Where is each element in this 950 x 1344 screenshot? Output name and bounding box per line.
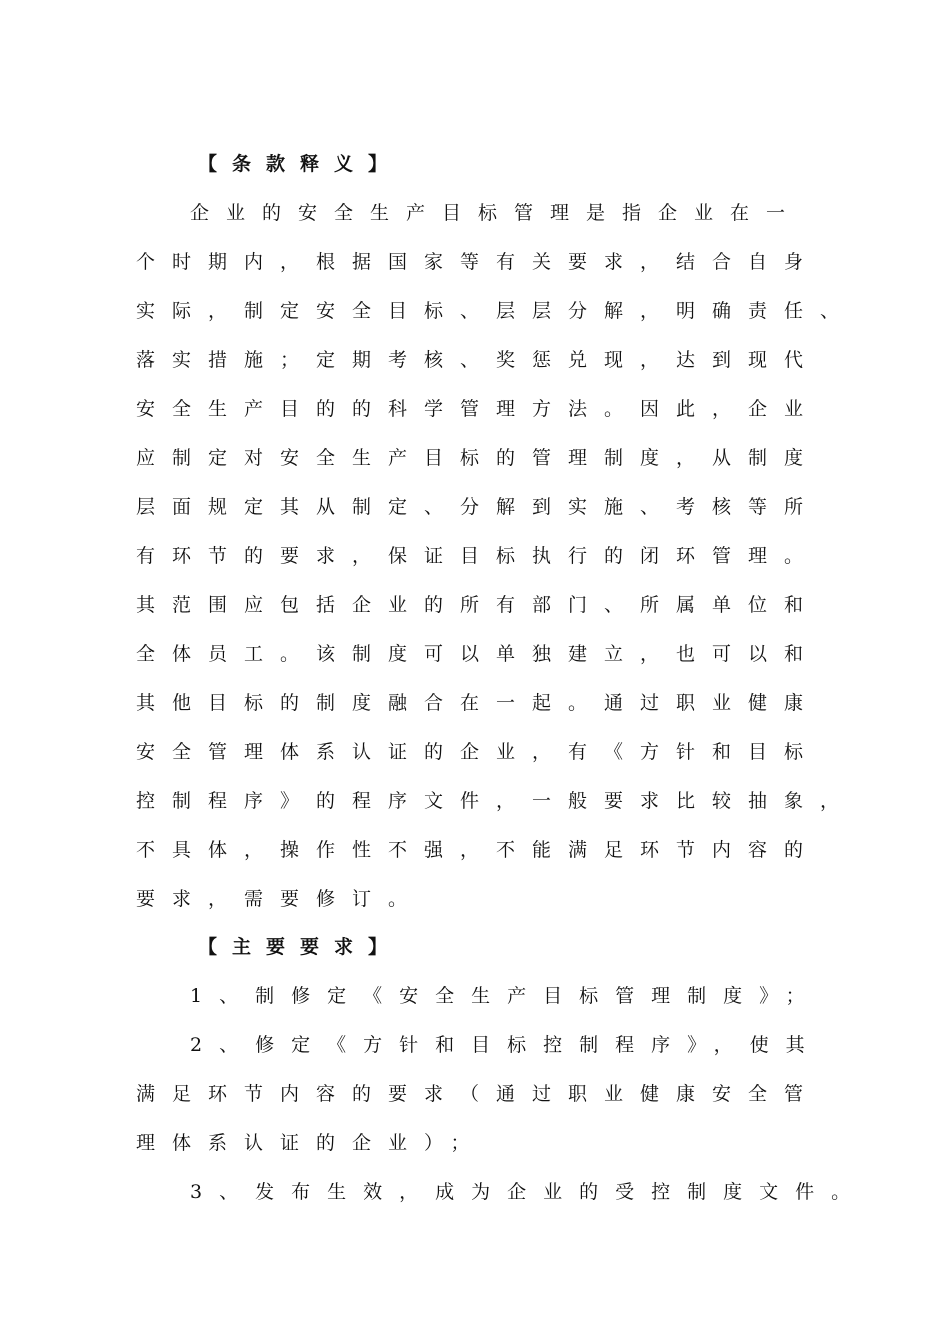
body-line: 层面规定其从制定、分解到实施、考核等所 bbox=[136, 496, 821, 518]
body-line: 不具体，操作性不强，不能满足环节内容的 bbox=[136, 839, 821, 861]
section-heading-main-requirements: 【主要要求】 bbox=[198, 936, 403, 958]
body-line: 控制程序》的程序文件，一般要求比较抽象， bbox=[136, 790, 857, 812]
body-line: 全体员工。该制度可以单独建立，也可以和 bbox=[136, 643, 821, 665]
body-line: 有环节的要求，保证目标执行的闭环管理。 bbox=[136, 545, 821, 567]
requirement-item: 3、发布生效，成为企业的受控制度文件。 bbox=[190, 1181, 868, 1203]
requirement-item: 1、制修定《安全生产目标管理制度》； bbox=[190, 985, 822, 1007]
requirement-item-continued: 理体系认证的企业）； bbox=[136, 1132, 487, 1154]
body-line: 应制定对安全生产目标的管理制度，从制度 bbox=[136, 447, 821, 469]
body-line: 其范围应包括企业的所有部门、所属单位和 bbox=[136, 594, 821, 616]
body-line: 其他目标的制度融合在一起。通过职业健康 bbox=[136, 692, 821, 714]
body-line: 安全管理体系认证的企业，有《方针和目标 bbox=[136, 741, 821, 763]
body-line: 安全生产目的的科学管理方法。因此，企业 bbox=[136, 398, 821, 420]
body-line: 企业的安全生产目标管理是指企业在一 bbox=[190, 202, 803, 224]
body-line: 落实措施；定期考核、奖惩兑现，达到现代 bbox=[136, 349, 821, 371]
body-line: 要求，需要修订。 bbox=[136, 888, 425, 910]
requirement-item: 2、修定《方针和目标控制程序》，使其 bbox=[190, 1034, 822, 1056]
body-line: 实际，制定安全目标、层层分解，明确责任、 bbox=[136, 300, 857, 322]
requirement-item-continued: 满足环节内容的要求（通过职业健康安全管 bbox=[136, 1083, 821, 1105]
section-heading-clause-explanation: 【条款释义】 bbox=[198, 153, 403, 175]
body-line: 个时期内，根据国家等有关要求，结合自身 bbox=[136, 251, 821, 273]
